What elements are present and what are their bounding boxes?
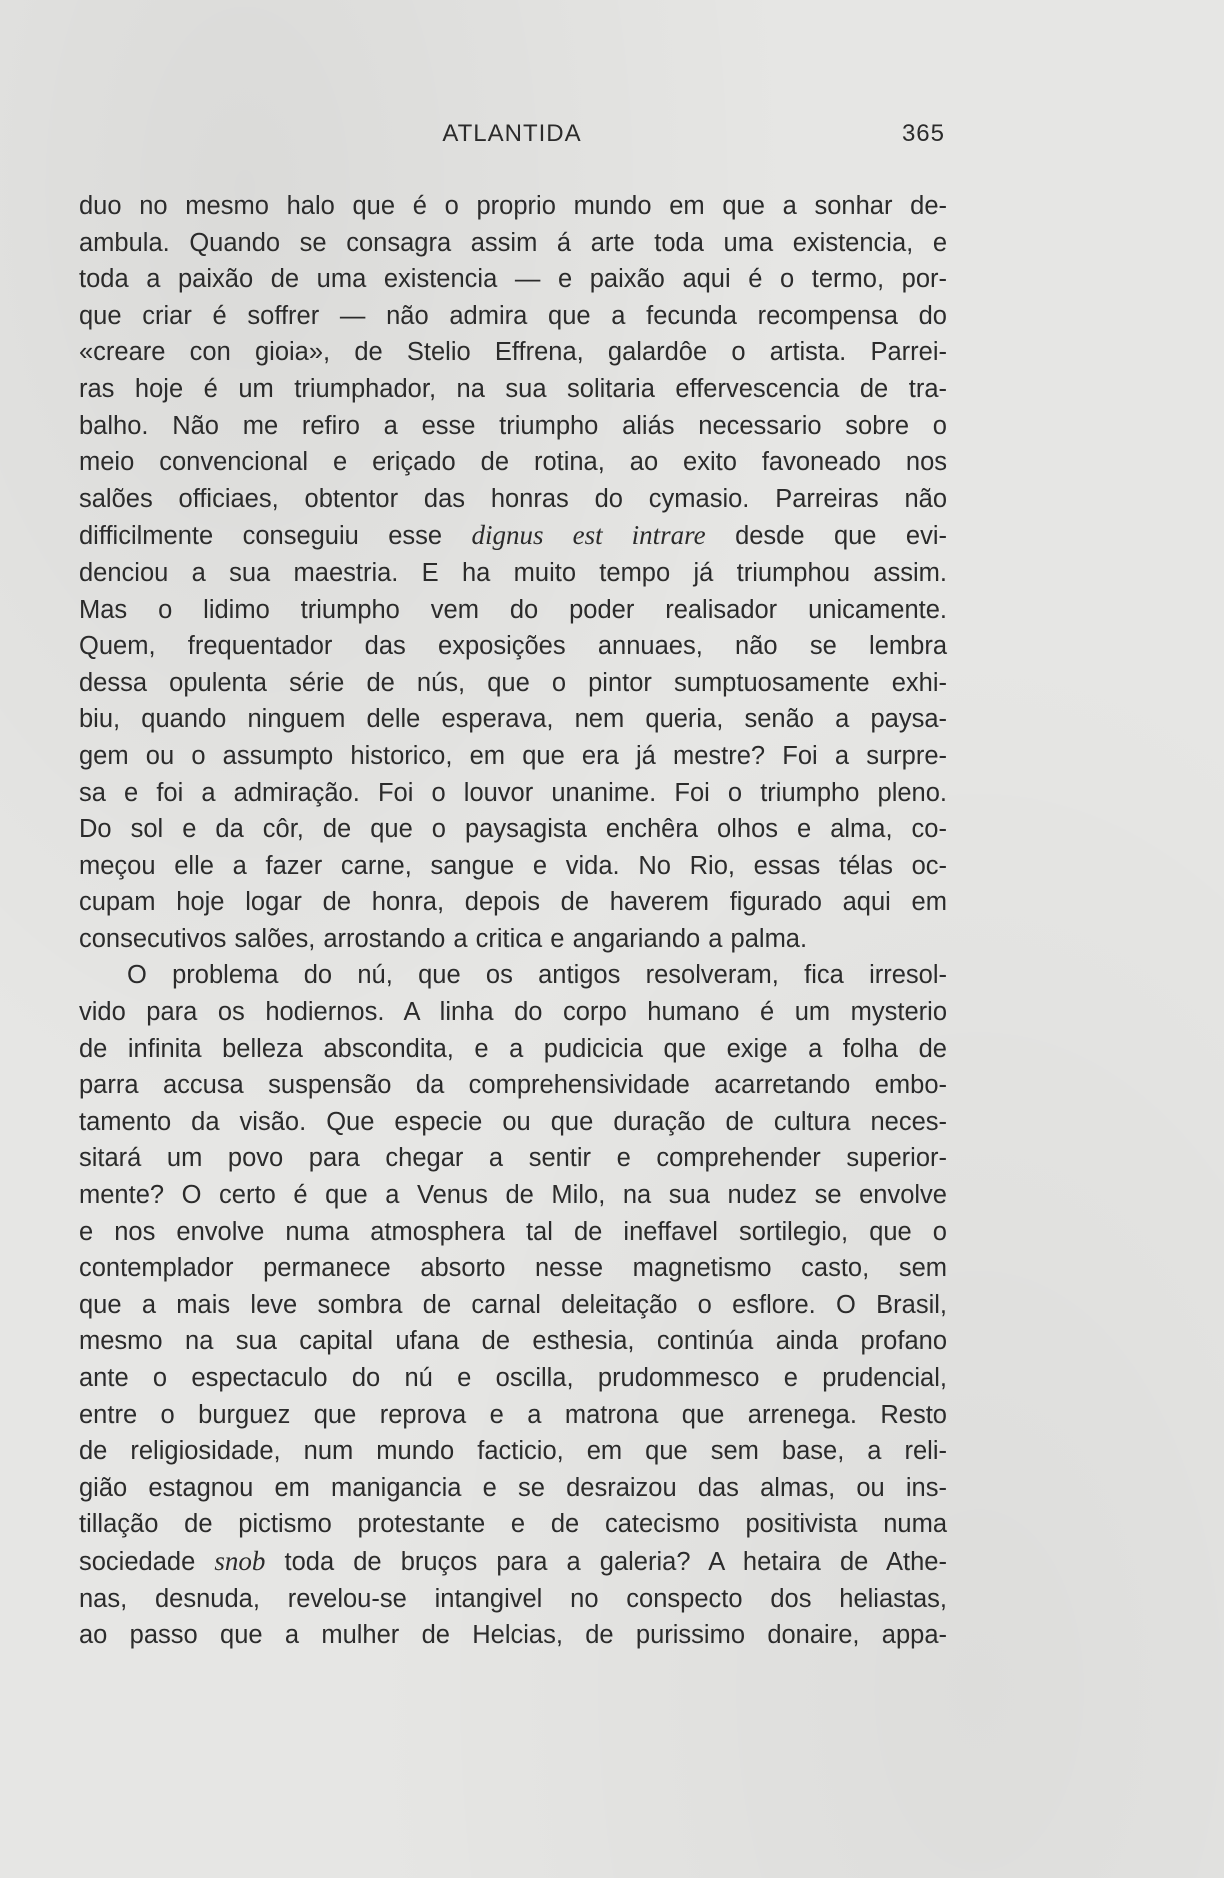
text-line <box>79 1543 947 1581</box>
running-title: ATLANTIDA <box>442 120 582 147</box>
text-line: gem ou o assumpto historico, em que era já mestre? Foi a surpre- <box>79 741 947 770</box>
text-line: gião estagnou em manigancia e se desraizou das almas, ou ins- <box>79 1473 947 1502</box>
text-line: vido para os hodiernos. A linha do corpo humano é um mysterio <box>79 998 947 1027</box>
page-header <box>79 120 945 154</box>
italic-word: snob <box>214 1545 266 1576</box>
text-line: cupam hoje logar de honra, depois de haverem figurado aqui em <box>79 888 947 917</box>
text-line: dessa opulenta série de nús, que o pintor sumptuosamente exhi- <box>79 668 947 697</box>
text-line: de religiosidade, num mundo facticio, em que sem base, a reli- <box>79 1437 947 1466</box>
text-line: que a mais leve sombra de carnal deleitação o esflore. O Brasil, <box>79 1290 947 1319</box>
text-line: duo no mesmo halo que é o proprio mundo em que a sonhar de- <box>79 192 947 220</box>
text-line: parra accusa suspensão da comprehensividade acarretando embo- <box>79 1071 947 1100</box>
text-line: consecutivos salões, arrostando a critica e angariando a palma. <box>79 924 808 953</box>
page-number: 365 <box>901 120 945 147</box>
text-line: nas, desnuda, revelou-se intangivel no conspecto dos heliastas, <box>79 1584 947 1613</box>
text-segment: toda de bruços para a galeria? A hetaira de Athe- <box>284 1547 947 1576</box>
text-line: denciou a sua maestria. E ha muito tempo já triumphou assim. <box>79 558 947 587</box>
text-line: meçou elle a fazer carne, sangue e vida. No Rio, essas télas oc- <box>79 851 947 880</box>
italic-phrase: dignus est intrare <box>471 520 706 551</box>
text-line: tamento da visão. Que especie ou que duração de cultura neces- <box>79 1107 947 1136</box>
text-line: toda a paixão de uma existencia — e paixão aqui é o termo, por- <box>79 265 947 294</box>
text-line: balho. Não me refiro a esse triumpho aliás necessario sobre o <box>79 411 947 440</box>
text-line: ao passo que a mulher de Helcias, de purissimo donaire, appa- <box>79 1621 947 1650</box>
text-line: ante o espectaculo do nú e oscilla, prudommesco e prudencial, <box>79 1364 947 1392</box>
text-line: que criar é soffrer — não admira que a fecunda recompensa do <box>79 301 947 330</box>
paragraph <box>79 957 947 1653</box>
text-line: ambula. Quando se consagra assim á arte toda uma existencia, e <box>79 228 947 257</box>
text-line <box>79 517 947 555</box>
text-line: sa e foi a admiração. Foi o louvor unanime. Foi o triumpho pleno. <box>79 778 947 807</box>
text-line: salões officiaes, obtentor das honras do cymasio. Parreiras não <box>79 484 947 513</box>
text-line: «creare con gioia», de Stelio Effrena, galardôe o artista. Parrei- <box>79 338 947 367</box>
text-line: e nos envolve numa atmosphera tal de ineffavel sortilegio, que o <box>79 1217 947 1246</box>
paragraph <box>79 188 947 957</box>
text-line: mesmo na sua capital ufana de esthesia, continúa ainda profano <box>79 1327 947 1356</box>
text-line: de infinita belleza abscondita, e a pudicicia que exige a folha de <box>79 1034 947 1063</box>
text-line: mente? O certo é que a Venus de Milo, na sua nudez se envolve <box>79 1181 947 1210</box>
text-segment: desde que evi- <box>735 522 947 551</box>
text-segment: sociedade <box>79 1547 196 1576</box>
text-line: Mas o lidimo triumpho vem do poder realisador unicamente. <box>79 595 947 624</box>
body-text <box>79 188 947 1654</box>
text-line: Do sol e da côr, de que o paysagista enchêra olhos e alma, co- <box>79 815 947 844</box>
text-segment: difficilmente conseguiu esse <box>79 522 443 551</box>
text-line: entre o burguez que reprova e a matrona que arrenega. Resto <box>79 1400 947 1429</box>
text-line: biu, quando ninguem delle esperava, nem queria, senão a paysa- <box>79 705 947 734</box>
text-line: tillação de pictismo protestante e de catecismo positivista numa <box>79 1510 947 1539</box>
text-line: contemplador permanece absorto nesse magnetismo casto, sem <box>79 1254 947 1283</box>
text-line: O problema do nú, que os antigos resolveram, fica irresol- <box>127 961 947 990</box>
text-line: Quem, frequentador das exposições annuaes, não se lembra <box>79 632 947 661</box>
text-line: sitará um povo para chegar a sentir e comprehender superior- <box>79 1144 947 1173</box>
text-line: ras hoje é um triumphador, na sua solitaria effervescencia de tra- <box>79 374 947 403</box>
text-line: meio convencional e eriçado de rotina, ao exito favoneado nos <box>79 448 947 477</box>
